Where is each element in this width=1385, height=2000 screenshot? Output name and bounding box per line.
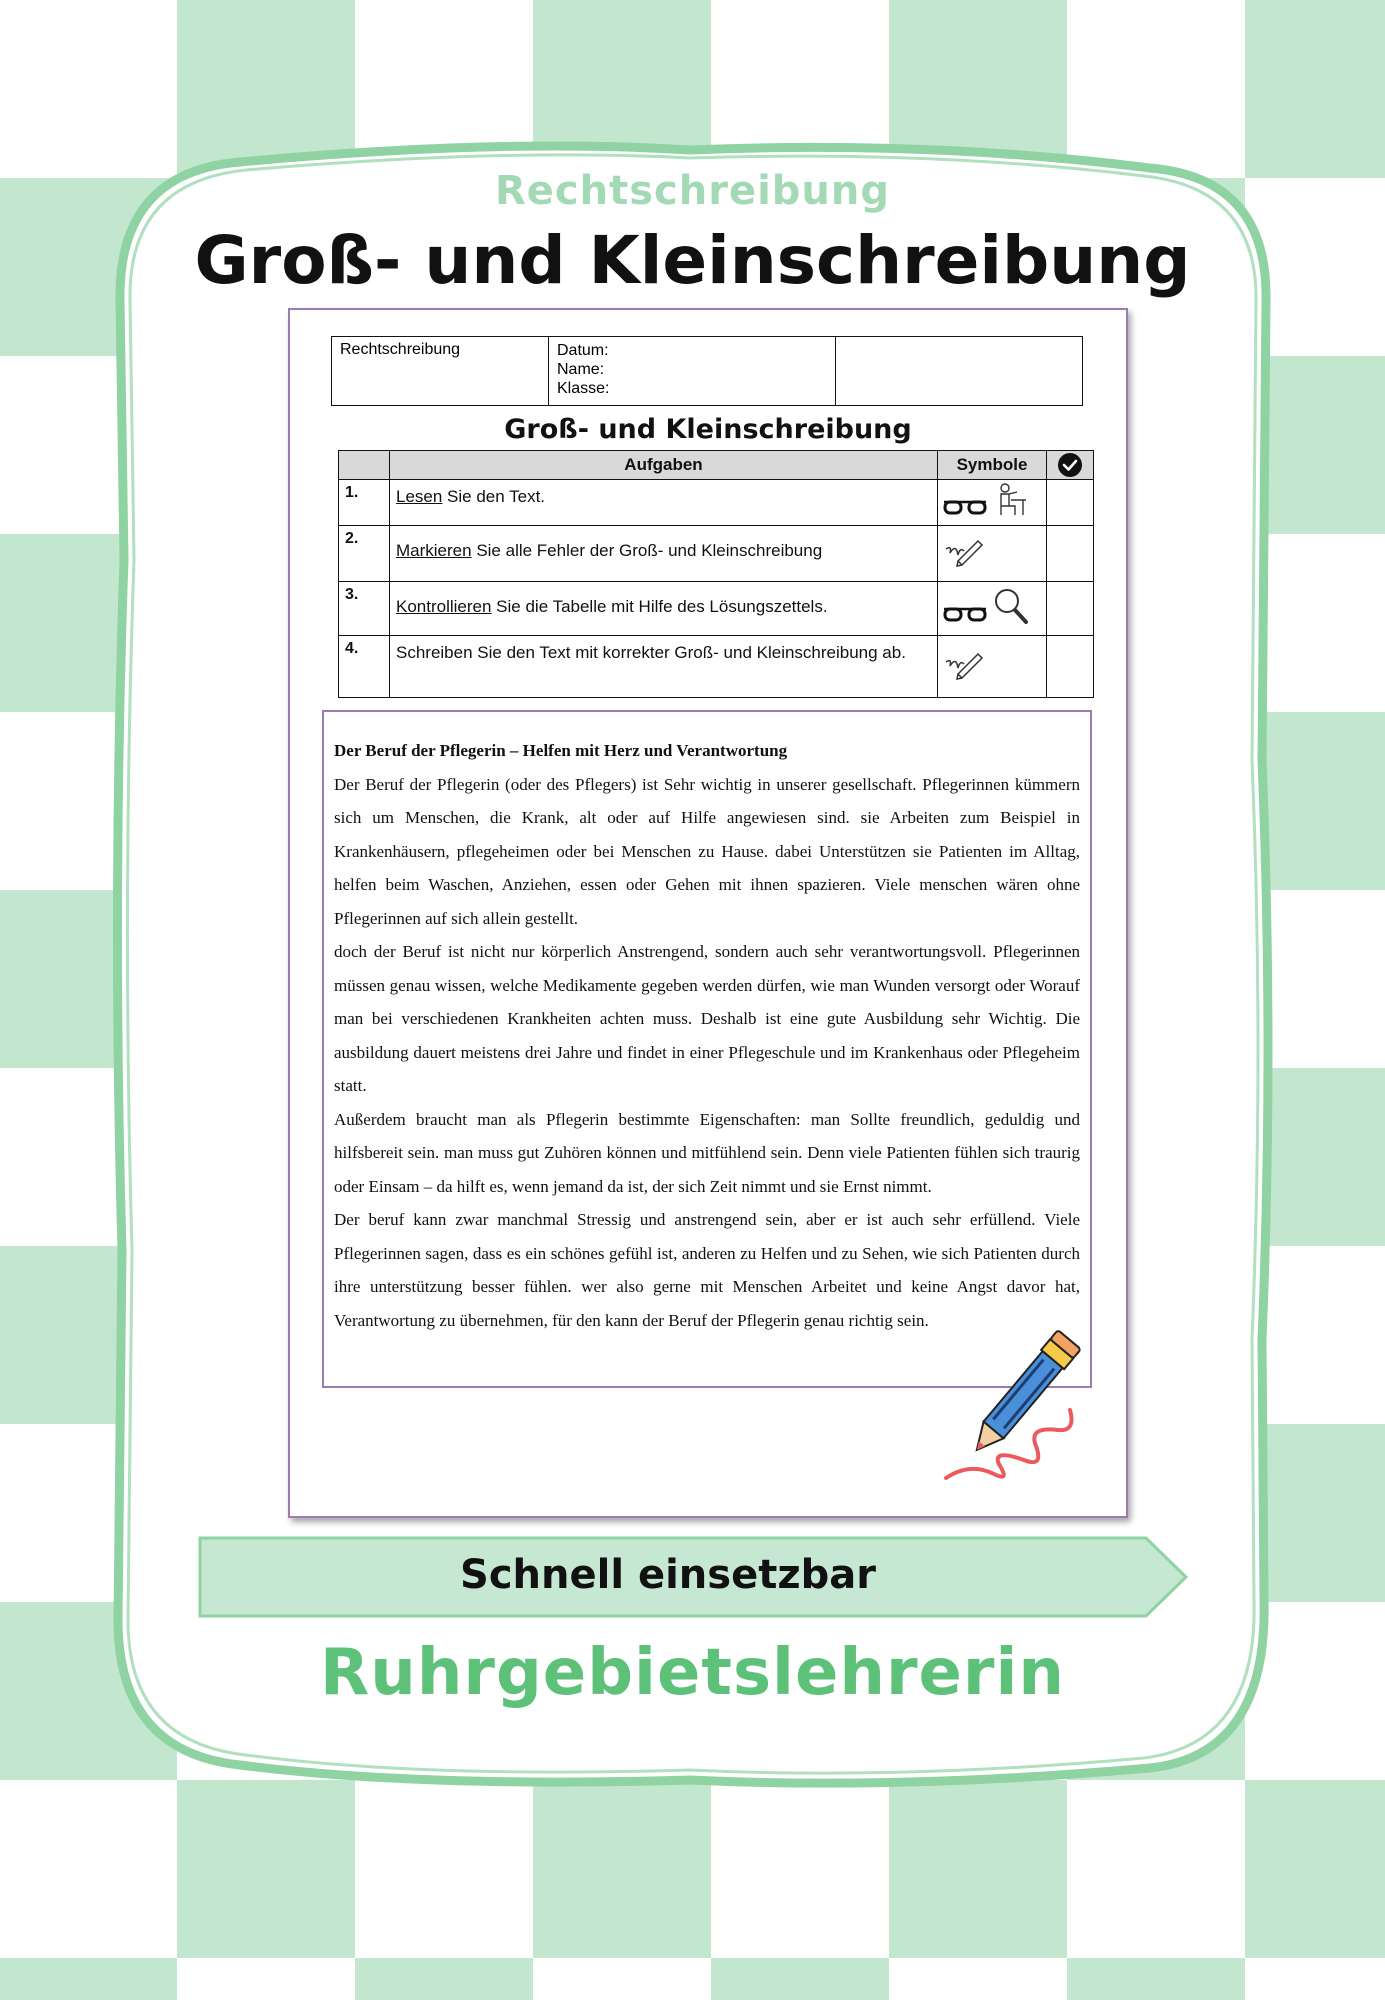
- text-paragraph: doch der Beruf ist nicht nur körperlich Anstrengend, sondern auch sehr verantwortungsvoll. Pflegerinnen müssen genau wissen, welche Medikamente gegeben werden dürfen, wie man Wunden versorgt oder Worauf man bei verschiedenen Krankheiten achten muss. Deshalb ist eine gute Ausbildung sehr Wichtig. Die ausbildung dauert meistens drei Jahre und findet in einer Pflegeschule und im Krankenhaus oder Pflegeheim statt.: [334, 942, 1080, 1095]
- name-label: Name:: [557, 361, 605, 378]
- task-number: 2.: [339, 526, 390, 582]
- task-check-cell: [1047, 582, 1094, 636]
- glasses-icon: [942, 603, 988, 625]
- cover-title: Groß- und Kleinschreibung: [194, 222, 1191, 299]
- task-text: [390, 480, 938, 526]
- task-number: 4.: [339, 636, 390, 698]
- header-fields: [549, 337, 836, 406]
- reading-text-box: [322, 710, 1092, 1388]
- task-row: [339, 526, 1094, 582]
- task-verb: Markieren: [396, 541, 472, 560]
- banner-text: Schnell einsetzbar: [460, 1552, 876, 1598]
- tasks-column-header: Aufgaben: [390, 451, 938, 480]
- header-subject: Rechtschreibung: [332, 337, 549, 406]
- header-empty-cell: [836, 337, 1083, 406]
- task-table-header: [339, 451, 1094, 480]
- check-column-header: [1047, 451, 1094, 480]
- worksheet-preview: [288, 308, 1128, 1518]
- class-label: Klasse:: [557, 380, 610, 397]
- pencil-illustration: [940, 1330, 1100, 1490]
- text-heading: Der Beruf der Pflegerin – Helfen mit Herz und Verantwortung: [334, 741, 788, 760]
- task-symbols: [938, 636, 1047, 698]
- brand-name: Ruhrgebietslehrerin: [320, 1636, 1065, 1710]
- task-rest: Sie den Text.: [442, 487, 546, 506]
- date-label: Datum:: [557, 342, 609, 359]
- task-check-cell: [1047, 480, 1094, 526]
- task-text: [390, 582, 938, 636]
- task-number: 1.: [339, 480, 390, 526]
- task-symbols: [938, 582, 1047, 636]
- glasses-icon: [942, 496, 988, 518]
- task-symbols: [938, 480, 1047, 526]
- text-paragraph: Der beruf kann zwar manchmal Stressig und anstrengend sein, aber er ist auch sehr erfüllend. Viele Pflegerinnen sagen, dass es ein schönes gefühl ist, anderen zu Helfen und zu Sehen, wie sich Patienten durch ihre unterstützung besser fühlen. wer also gerne mit Menschen Arbeitet und keine Angst davor hat, Verantwortung zu übernehmen, für den kann der Beruf der Pflegerin genau richtig sein.: [334, 1210, 1080, 1330]
- task-symbols: [938, 526, 1047, 582]
- reading-person-icon: [993, 482, 1029, 518]
- task-row: [339, 480, 1094, 526]
- symbols-column-header: Symbole: [938, 451, 1047, 480]
- task-check-cell: [1047, 526, 1094, 582]
- task-verb: Lesen: [396, 487, 443, 506]
- task-text: [390, 636, 938, 698]
- task-rest: Sie die Tabelle mit Hilfe des Lösungszettels.: [491, 597, 828, 616]
- task-rest: Sie alle Fehler der Groß- und Kleinschreibung: [471, 541, 823, 560]
- worksheet-title: Groß- und Kleinschreibung: [504, 414, 912, 445]
- task-verb: Kontrollieren: [396, 597, 492, 616]
- pen-writing-icon: [942, 646, 986, 682]
- magnifier-icon: [993, 587, 1029, 625]
- task-number: 3.: [339, 582, 390, 636]
- task-row: [339, 636, 1094, 698]
- checkmark-circle-icon: [1057, 452, 1083, 478]
- task-check-cell: [1047, 636, 1094, 698]
- text-paragraph: Außerdem braucht man als Pflegerin bestimmte Eigenschaften: man Sollte freundlich, geduldig und hilfsbereit sein. man muss gut Zuhören können und mitfühlend sein. Denn viele Patienten fühlen sich traurig oder Einsam – da hilft es, wenn jemand da ist, der sich Zeit nimmt und sie Ernst nimmt.: [334, 1109, 1080, 1196]
- task-table: [338, 450, 1094, 698]
- pen-writing-icon: [942, 533, 986, 569]
- task-row: [339, 582, 1094, 636]
- worksheet-header: [331, 336, 1083, 406]
- task-text: [390, 526, 938, 582]
- text-paragraph: Der Beruf der Pflegerin (oder des Pflegers) ist Sehr wichtig in unserer gesellschaft. Pflegerinnen kümmern sich um Menschen, die Krank, alt oder auf Hilfe angewiesen sind. sie Arbeiten zum Beispiel in Krankenhäusern, pflegeheimen oder bei Menschen zu Hause. dabei Unterstützen sie Patienten im Alltag, helfen beim Waschen, Anziehen, essen oder Gehen mit ihnen spazieren. Viele menschen wären ohne Pflegerinnen auf sich allein gestellt.: [334, 774, 1080, 928]
- task-rest: Schreiben Sie den Text mit korrekter Groß- und Kleinschreibung ab.: [396, 643, 906, 662]
- cover-subtitle: Rechtschreibung: [494, 168, 891, 214]
